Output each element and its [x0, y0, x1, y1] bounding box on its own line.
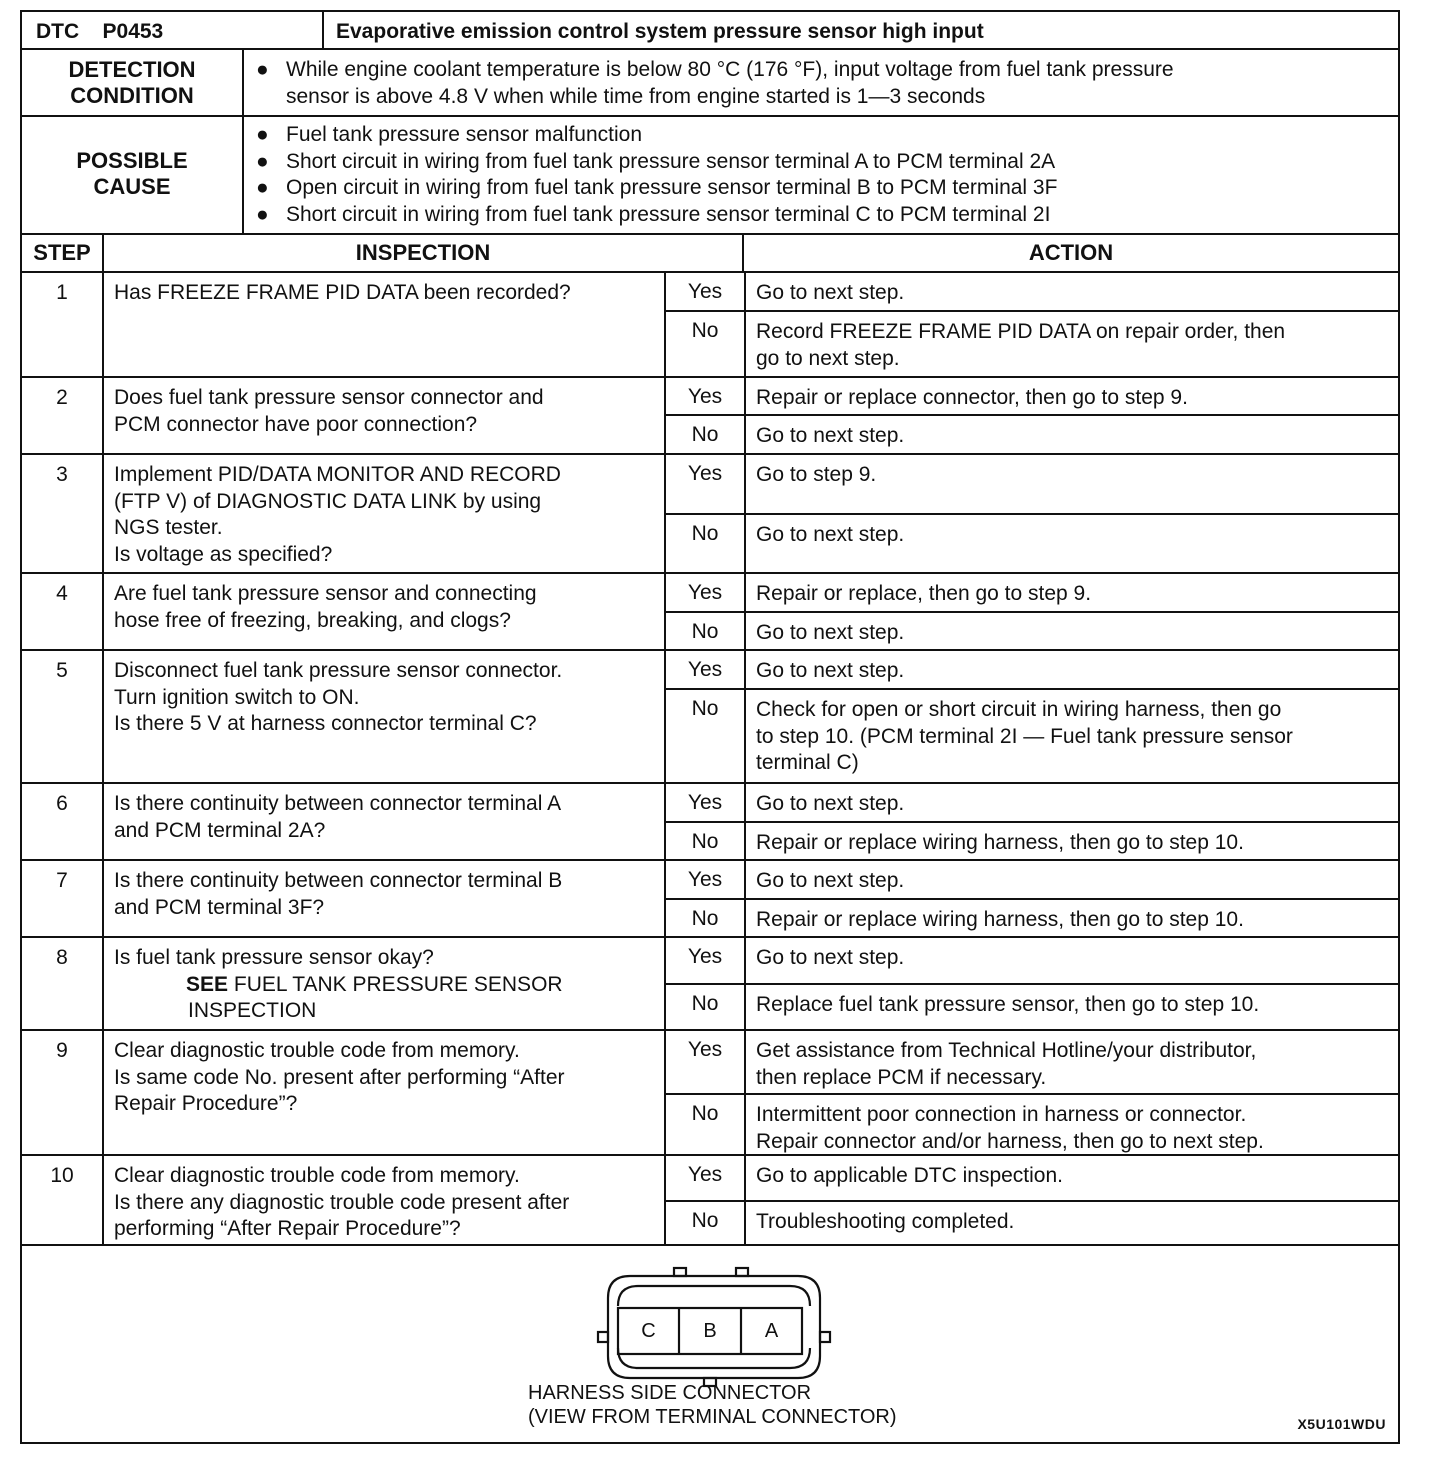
yes-action: Go to next step.	[744, 861, 1398, 898]
yes-action: Go to next step.	[744, 273, 1398, 310]
step-number: 9	[56, 1039, 68, 1062]
result-cell	[664, 938, 1398, 1029]
inspection-line: Disconnect fuel tank pressure sensor connector.	[114, 659, 563, 682]
result-cell	[664, 455, 1398, 572]
detection-condition-text: ● While engine coolant temperature is below 80 °C (176 °F), input voltage from fuel tank pressure sensor is above 4.8 V when while time from engine started is 1—3 seconds	[256, 57, 1378, 110]
table-row	[22, 455, 1398, 574]
step-number: 5	[56, 659, 68, 682]
no-action: Intermittent poor connection in harness or connector. Repair connector and/or harness, then go to next step.	[744, 1095, 1398, 1154]
no-branch	[666, 312, 1398, 376]
bullet-icon: ●	[256, 149, 269, 173]
table-row	[22, 378, 1398, 455]
inspection-cell	[102, 455, 664, 572]
possible-cause-label: POSSIBLE CAUSE	[76, 148, 188, 199]
no-label: No	[691, 1209, 719, 1232]
yes-branch	[666, 1031, 1398, 1095]
inspection-cell	[102, 574, 664, 649]
result-cell	[664, 1031, 1398, 1154]
no-action: Go to next step.	[744, 416, 1398, 453]
result-cell	[664, 574, 1398, 649]
connector-tab	[598, 1332, 608, 1342]
table-row	[22, 861, 1398, 938]
inspection-line: performing “After Repair Procedure”?	[114, 1217, 461, 1240]
yes-label: Yes	[687, 280, 723, 303]
step-number: 6	[56, 792, 68, 815]
yes-branch	[666, 1156, 1398, 1202]
see-reference-label: SEE	[186, 972, 229, 996]
yes-label: Yes	[687, 462, 723, 485]
inspection-line: and PCM terminal 2A?	[114, 818, 326, 842]
see-reference-text: INSPECTION	[188, 999, 317, 1022]
step-number: 3	[56, 463, 68, 486]
no-label: No	[691, 697, 719, 720]
dtc-label: DTC	[36, 20, 80, 43]
yes-label: Yes	[687, 581, 723, 604]
no-label: No	[691, 319, 719, 342]
inspection-line: NGS tester.	[114, 516, 223, 539]
list-item: ● Short circuit in wiring from fuel tank pressure sensor terminal A to PCM terminal 2A	[256, 149, 1378, 176]
list-item: ● Short circuit in wiring from fuel tank pressure sensor terminal C to PCM terminal 2I	[256, 202, 1378, 229]
inspection-cell	[102, 651, 664, 782]
no-branch	[666, 900, 1398, 936]
inspection-line: Clear diagnostic trouble code from memory.	[114, 1164, 520, 1187]
connector-tab	[674, 1268, 686, 1276]
inspection-line: Is fuel tank pressure sensor okay?	[114, 946, 434, 969]
inspection-cell	[102, 784, 664, 859]
no-label: No	[691, 620, 719, 643]
yes-action: Go to step 9.	[744, 455, 1398, 513]
inspection-line: Is voltage as specified?	[114, 542, 333, 566]
result-cell	[664, 378, 1398, 453]
dtc-inspection-sheet	[20, 10, 1400, 1444]
inspection-line: Is there continuity between connector terminal A	[114, 792, 562, 815]
yes-label: Yes	[687, 658, 723, 681]
detection-condition-label: DETECTION CONDITION	[68, 57, 196, 108]
inspection-cell	[102, 861, 664, 936]
inspection-line: Has FREEZE FRAME PID DATA been recorded?	[114, 281, 571, 304]
terminal-a-label: A	[764, 1319, 779, 1342]
result-cell	[664, 273, 1398, 376]
inspection-line: Is there continuity between connector terminal B	[114, 869, 563, 892]
column-header-inspection: INSPECTION	[102, 235, 742, 271]
inspection-line: Turn ignition switch to ON.	[114, 685, 360, 709]
inspection-cell	[102, 273, 664, 376]
no-branch	[666, 515, 1398, 572]
inspection-line: PCM connector have poor connection?	[114, 412, 478, 436]
yes-action: Go to next step.	[744, 784, 1398, 821]
yes-branch	[666, 273, 1398, 312]
no-branch	[666, 1095, 1398, 1154]
column-header-action: ACTION	[742, 235, 1398, 271]
steps-table-header	[22, 235, 1398, 273]
no-label: No	[691, 1102, 719, 1125]
step-number: 2	[56, 386, 68, 409]
table-row	[22, 651, 1398, 784]
no-branch	[666, 823, 1398, 859]
no-branch	[666, 416, 1398, 453]
step-number: 7	[56, 869, 68, 892]
inspection-line: (FTP V) of DIAGNOSTIC DATA LINK by using	[114, 489, 542, 513]
dtc-code: P0453	[102, 20, 164, 43]
no-action: Record FREEZE FRAME PID DATA on repair order, then go to next step.	[744, 312, 1398, 376]
yes-branch	[666, 784, 1398, 823]
no-action: Go to next step.	[744, 515, 1398, 572]
no-action: Check for open or short circuit in wiring harness, then go to step 10. (PCM terminal 2I — Fuel tank pressure sensor terminal C)	[744, 690, 1398, 782]
connector-inner-outline	[618, 1286, 810, 1306]
yes-action: Go to next step.	[744, 938, 1398, 983]
no-action: Replace fuel tank pressure sensor, then go to step 10.	[744, 985, 1398, 1029]
no-branch	[666, 690, 1398, 782]
list-item: ● Open circuit in wiring from fuel tank pressure sensor terminal B to PCM terminal 3F	[256, 175, 1378, 202]
result-cell	[664, 784, 1398, 859]
inspection-line: hose free of freezing, breaking, and clogs?	[114, 608, 511, 632]
step-number: 8	[56, 946, 68, 969]
inspection-line: Is same code No. present after performing “After	[114, 1065, 565, 1089]
inspection-line: Is there any diagnostic trouble code present after	[114, 1190, 570, 1214]
yes-action: Repair or replace connector, then go to step 9.	[744, 378, 1398, 414]
no-branch	[666, 985, 1398, 1029]
connector-tab	[736, 1268, 748, 1276]
no-branch	[666, 613, 1398, 649]
yes-label: Yes	[687, 385, 723, 408]
no-label: No	[691, 830, 719, 853]
no-action: Go to next step.	[744, 613, 1398, 649]
connector-tab	[820, 1332, 830, 1342]
connector-caption: HARNESS SIDE CONNECTOR (VIEW FROM TERMINAL CONNECTOR)	[528, 1382, 897, 1428]
table-row	[22, 1156, 1398, 1246]
inspection-cell	[102, 1156, 664, 1244]
yes-action: Go to applicable DTC inspection.	[744, 1156, 1398, 1200]
dtc-header-row	[22, 12, 1398, 50]
yes-action: Go to next step.	[744, 651, 1398, 688]
step-number: 4	[56, 582, 68, 605]
no-label: No	[691, 522, 719, 545]
inspection-line: Does fuel tank pressure sensor connector and	[114, 386, 544, 409]
yes-branch	[666, 378, 1398, 416]
table-row	[22, 273, 1398, 378]
yes-label: Yes	[687, 1163, 723, 1186]
terminal-b-label: B	[703, 1319, 717, 1342]
step-number: 10	[50, 1164, 74, 1187]
no-label: No	[691, 992, 719, 1015]
dtc-title-cell	[322, 12, 1398, 48]
yes-action: Repair or replace, then go to step 9.	[744, 574, 1398, 611]
result-cell	[664, 651, 1398, 782]
possible-cause-row	[22, 117, 1398, 235]
inspection-cell	[102, 378, 664, 453]
yes-label: Yes	[687, 868, 723, 891]
table-row	[22, 1031, 1398, 1156]
bullet-icon: ●	[256, 176, 269, 199]
table-row	[22, 784, 1398, 861]
yes-label: Yes	[687, 791, 723, 814]
inspection-line: Clear diagnostic trouble code from memory.	[114, 1039, 520, 1062]
step-number: 1	[56, 281, 68, 304]
bullet-icon: ●	[256, 123, 269, 146]
dtc-code-cell	[22, 12, 322, 48]
yes-branch	[666, 651, 1398, 690]
column-header-step: STEP	[33, 240, 91, 265]
inspection-cell	[102, 938, 664, 1029]
yes-action: Get assistance from Technical Hotline/your distributor, then replace PCM if necessary.	[744, 1031, 1398, 1093]
see-reference-text: FUEL TANK PRESSURE SENSOR	[233, 972, 563, 996]
yes-branch	[666, 938, 1398, 985]
yes-branch	[666, 455, 1398, 515]
table-row	[22, 938, 1398, 1031]
yes-branch	[666, 574, 1398, 613]
list-item: ● Fuel tank pressure sensor malfunction	[256, 122, 1378, 149]
no-action: Repair or replace wiring harness, then go to step 10.	[744, 823, 1398, 859]
no-branch	[666, 1202, 1398, 1244]
terminal-c-label: C	[641, 1319, 656, 1342]
inspection-line: Is there 5 V at harness connector terminal C?	[114, 712, 537, 735]
result-cell	[664, 1156, 1398, 1244]
no-label: No	[691, 907, 719, 930]
bullet-icon: ●	[256, 202, 269, 226]
yes-label: Yes	[687, 945, 723, 968]
detection-condition-row	[22, 50, 1398, 117]
inspection-line: Repair Procedure”?	[114, 1092, 298, 1115]
bullet-icon: ●	[256, 58, 269, 81]
connector-diagram-area	[22, 1246, 1398, 1442]
yes-label: Yes	[687, 1038, 723, 1061]
possible-cause-list	[256, 122, 1378, 228]
no-action: Repair or replace wiring harness, then go to step 10.	[744, 900, 1398, 936]
figure-code: X5U101WDU	[1297, 1416, 1386, 1432]
yes-branch	[666, 861, 1398, 900]
no-action: Troubleshooting completed.	[744, 1202, 1398, 1244]
inspection-cell	[102, 1031, 664, 1154]
inspection-line: Implement PID/DATA MONITOR AND RECORD	[114, 463, 561, 486]
inspection-line: and PCM terminal 3F?	[114, 895, 325, 919]
no-label: No	[691, 423, 719, 446]
result-cell	[664, 861, 1398, 936]
dtc-title: Evaporative emission control system pressure sensor high input	[336, 20, 984, 43]
inspection-line: Are fuel tank pressure sensor and connecting	[114, 582, 537, 605]
table-row	[22, 574, 1398, 651]
